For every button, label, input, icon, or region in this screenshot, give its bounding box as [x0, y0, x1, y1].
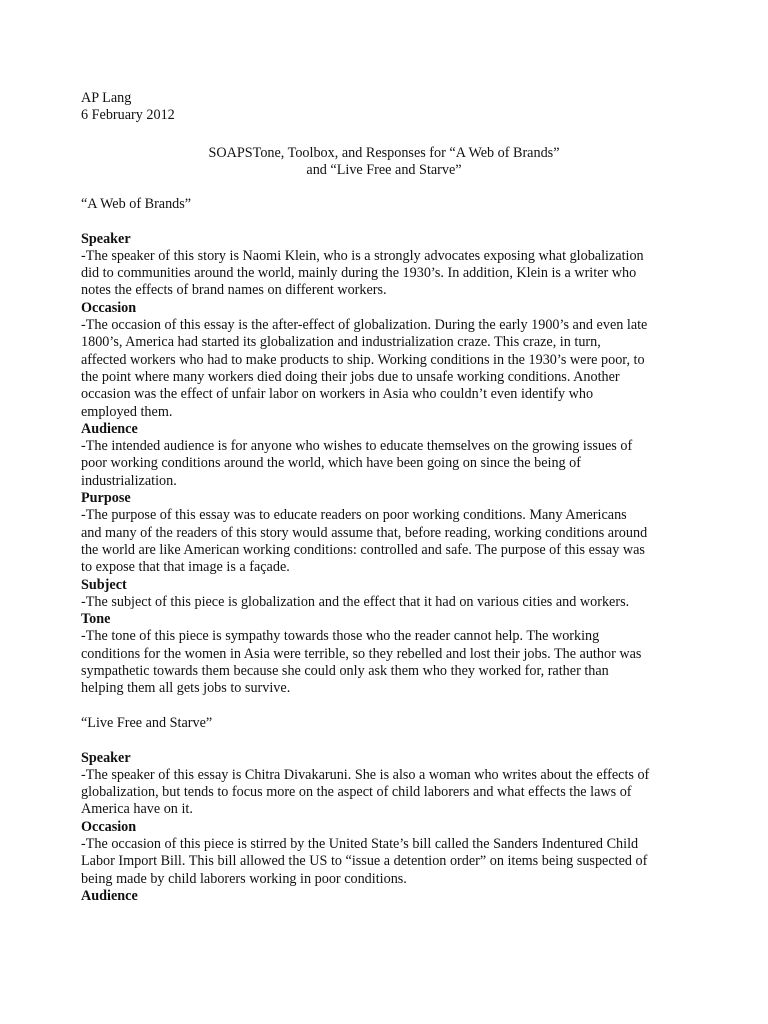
essay-2-occasion-heading: Occasion [81, 818, 137, 835]
essay-1-tone-line: conditions for the women in Asia were terrible, so they rebelled and lost their jobs. The author was [81, 645, 642, 662]
title-line-2: and “Live Free and Starve” [306, 162, 462, 179]
essay-1-occasion-line: occasion was the effect of unfair labor on workers in Asia who couldn’t even identify who [81, 386, 594, 403]
essay-1-tone-heading: Tone [81, 611, 111, 628]
title-line-1: SOAPSTone, Toolbox, and Responses for “A Web of Brands” [208, 145, 560, 161]
essay-2-speaker-line: -The speaker of this essay is Chitra Divakaruni. She is also a woman who writes about the effects of [81, 766, 650, 783]
essay-1-speaker-line: notes the effects of brand names on different workers. [81, 282, 387, 299]
essay-1-audience-line: industrialization. [81, 472, 177, 489]
essay-1-audience-heading: Audience [81, 420, 138, 437]
document-title [81, 145, 687, 180]
essay-1-occasion-line: affected workers who had to make products to ship. Working conditions in the 1930’s were poor, to [81, 351, 645, 368]
essay-1-tone-line: -The tone of this piece is sympathy towards those who the reader cannot help. The working [81, 628, 600, 645]
document-body [81, 196, 691, 905]
essay-1-occasion-heading: Occasion [81, 299, 137, 316]
course-name: AP Lang [81, 90, 132, 106]
essay-1-subject-heading: Subject [81, 576, 127, 593]
essay-2-speaker-line: America have on it. [81, 801, 193, 818]
spacer [81, 213, 691, 230]
essay-2-speaker-line: globalization, but tends to focus more on the aspect of child laborers and what effects the laws of [81, 784, 632, 801]
essay-2-occasion-line: being made by child laborers working in poor conditions. [81, 870, 407, 887]
essay-1-occasion-line: 1800’s, America had started its globalization and industrialization craze. This craze, in turn, [81, 334, 601, 351]
essay-1-purpose-line: -The purpose of this essay was to educate readers on poor working conditions. Many Americans [81, 507, 627, 524]
essay-2-title: “Live Free and Starve” [81, 714, 213, 731]
essay-1-purpose-heading: Purpose [81, 490, 131, 507]
essay-1-occasion-line: employed them. [81, 403, 173, 420]
spacer [81, 732, 691, 749]
essay-1-tone-line: helping them all gets jobs to survive. [81, 680, 291, 697]
essay-1-purpose-line: and many of the readers of this story would assume that, before reading, working conditions around [81, 524, 648, 541]
essay-1-title: “A Web of Brands” [81, 196, 192, 212]
essay-2-speaker-heading: Speaker [81, 749, 131, 766]
document-date: 6 February 2012 [81, 107, 175, 124]
essay-1-occasion-line: -The occasion of this essay is the after-effect of globalization. During the early 1900’s and even late [81, 317, 648, 334]
essay-1-tone-line: sympathetic towards them because she could only ask them who they worked for, rather than [81, 663, 609, 680]
spacer [81, 698, 691, 715]
essay-1-purpose-line: to expose that that image is a façade. [81, 559, 290, 576]
essay-1-occasion-line: the point where many workers died doing their jobs due to unsafe working conditions. Another [81, 368, 620, 385]
document-header [81, 90, 175, 125]
essay-1-audience-line: poor working conditions around the world, which have been going on since the being of [81, 455, 581, 472]
essay-2-occasion-line: -The occasion of this piece is stirred by the United State’s bill called the Sanders Indentured Child [81, 835, 639, 852]
essay-1-audience-line: -The intended audience is for anyone who wishes to educate themselves on the growing issues of [81, 438, 633, 455]
essay-1-purpose-line: the world are like American working conditions: controlled and safe. The purpose of this essay was [81, 541, 645, 558]
essay-1-subject-line: -The subject of this piece is globalization and the effect that it had on various cities and workers. [81, 593, 630, 610]
essay-1-speaker-line: -The speaker of this story is Naomi Klein, who is a strongly advocates exposing what globalization [81, 247, 644, 264]
essay-1-speaker-heading: Speaker [81, 230, 131, 247]
essay-2-audience-heading: Audience [81, 887, 138, 904]
essay-1-speaker-line: did to communities around the world, mainly during the 1930’s. In addition, Klein is a writer who [81, 265, 637, 282]
essay-2-occasion-line: Labor Import Bill. This bill allowed the US to “issue a detention order” on items being suspected of [81, 853, 648, 870]
